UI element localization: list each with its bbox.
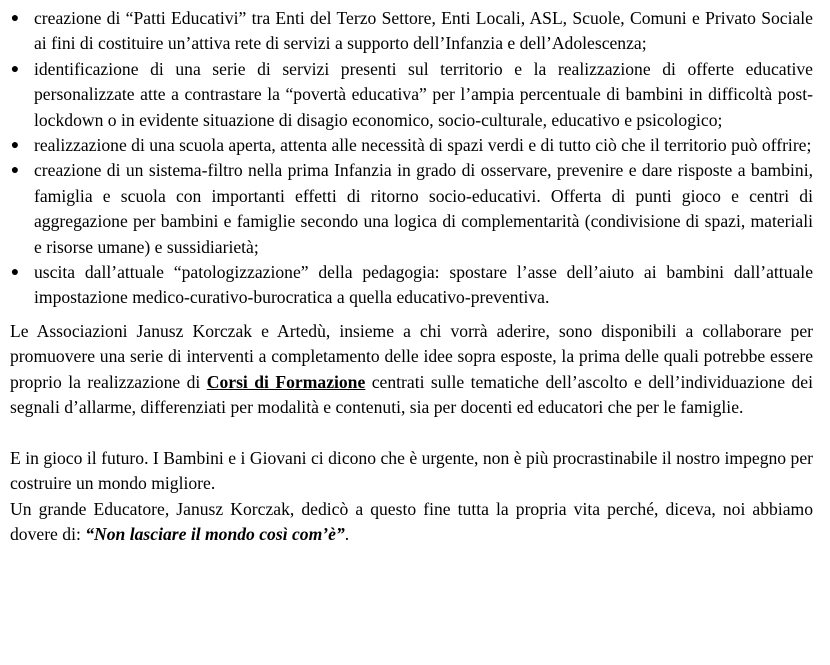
document-page <box>10 6 813 548</box>
educator-text-after: . <box>344 524 350 545</box>
educator-paragraph <box>10 497 813 548</box>
list-item-text: realizzazione di una scuola aperta, attenta alle necessità di spazi verdi e di tutto ciò che il territorio può offrire; <box>34 135 812 156</box>
future-paragraph: E in gioco il futuro. I Bambini e i Giovani ci dicono che è urgente, non è più procrastinabile il nostro impegno per costruire un mondo migliore. <box>10 447 813 494</box>
list-item <box>10 6 813 57</box>
associations-paragraph <box>10 319 813 421</box>
bullet-icon: ● <box>10 11 20 26</box>
list-item-text: creazione di “Patti Educativi” tra Enti del Terzo Settore, Enti Locali, ASL, Scuole, Comuni e Privato Sociale ai fini di costituire un’attiva rete di servizi a supporto dell’Infanzia e dell’Adolescenza; <box>34 8 813 54</box>
list-item <box>10 158 813 260</box>
list-item-text: identificazione di una serie di servizi presenti sul territorio e la realizzazione di offerte educative personalizzate atte a contrastare la “povertà educativa” per l’ampia percentuale di bambini in difficoltà post-lockdown o in evidente situazione di disagio economico, socio-culturale, educativo e psicologico; <box>34 58 813 130</box>
list-item-text: uscita dall’attuale “patologizzazione” della pedagogia: spostare l’asse dell’aiuto ai bambini dall’attuale impostazione medico-curativo-burocratica a quella educativo-preventiva. <box>34 262 813 308</box>
korczak-quote: “Non lasciare il mondo così com’è” <box>85 524 345 545</box>
educator-text-before: Un grande Educatore, Janusz Korczak, dedicò a questo fine tutta la propria vita perché, diceva, noi abbiamo dovere di: <box>10 498 813 545</box>
list-item <box>10 260 813 311</box>
bullet-icon: ● <box>10 163 20 179</box>
associations-text-after: centrati sulle tematiche dell’ascolto e dell’individuazione dei segnali d’allarme, differenziati per modalità e contenuti, sia per docenti ed educatori che per le famiglie. <box>10 371 813 418</box>
bullet-icon: ● <box>10 61 20 77</box>
bullet-icon: ● <box>10 265 20 281</box>
training-courses-link[interactable]: Corsi di Formazione <box>206 371 366 392</box>
list-item <box>10 133 813 158</box>
list-item <box>10 57 813 133</box>
proposal-list <box>10 6 813 311</box>
associations-text-before: Le Associazioni Janusz Korczak e Artedù, insieme a chi vorrà aderire, sono disponibili a collaborare per promuovere una serie di interventi a completamento delle idee sopra esposte, la prima delle quali potrebbe essere proprio la realizzazione di <box>10 320 813 392</box>
paragraph-spacer <box>10 421 813 446</box>
bullet-icon: ● <box>10 138 20 154</box>
list-item-text: creazione di un sistema-filtro nella prima Infanzia in grado di osservare, prevenire e dare risposte a bambini, famiglia e scuola con importanti effetti di ritorno socio-educativi. Offerta di punti gioco e centri di aggregazione per bambini e famiglie secondo una logica di complementarità (condivisione di spazi, materiali e risorse umane) e sussidiarietà; <box>34 160 813 257</box>
